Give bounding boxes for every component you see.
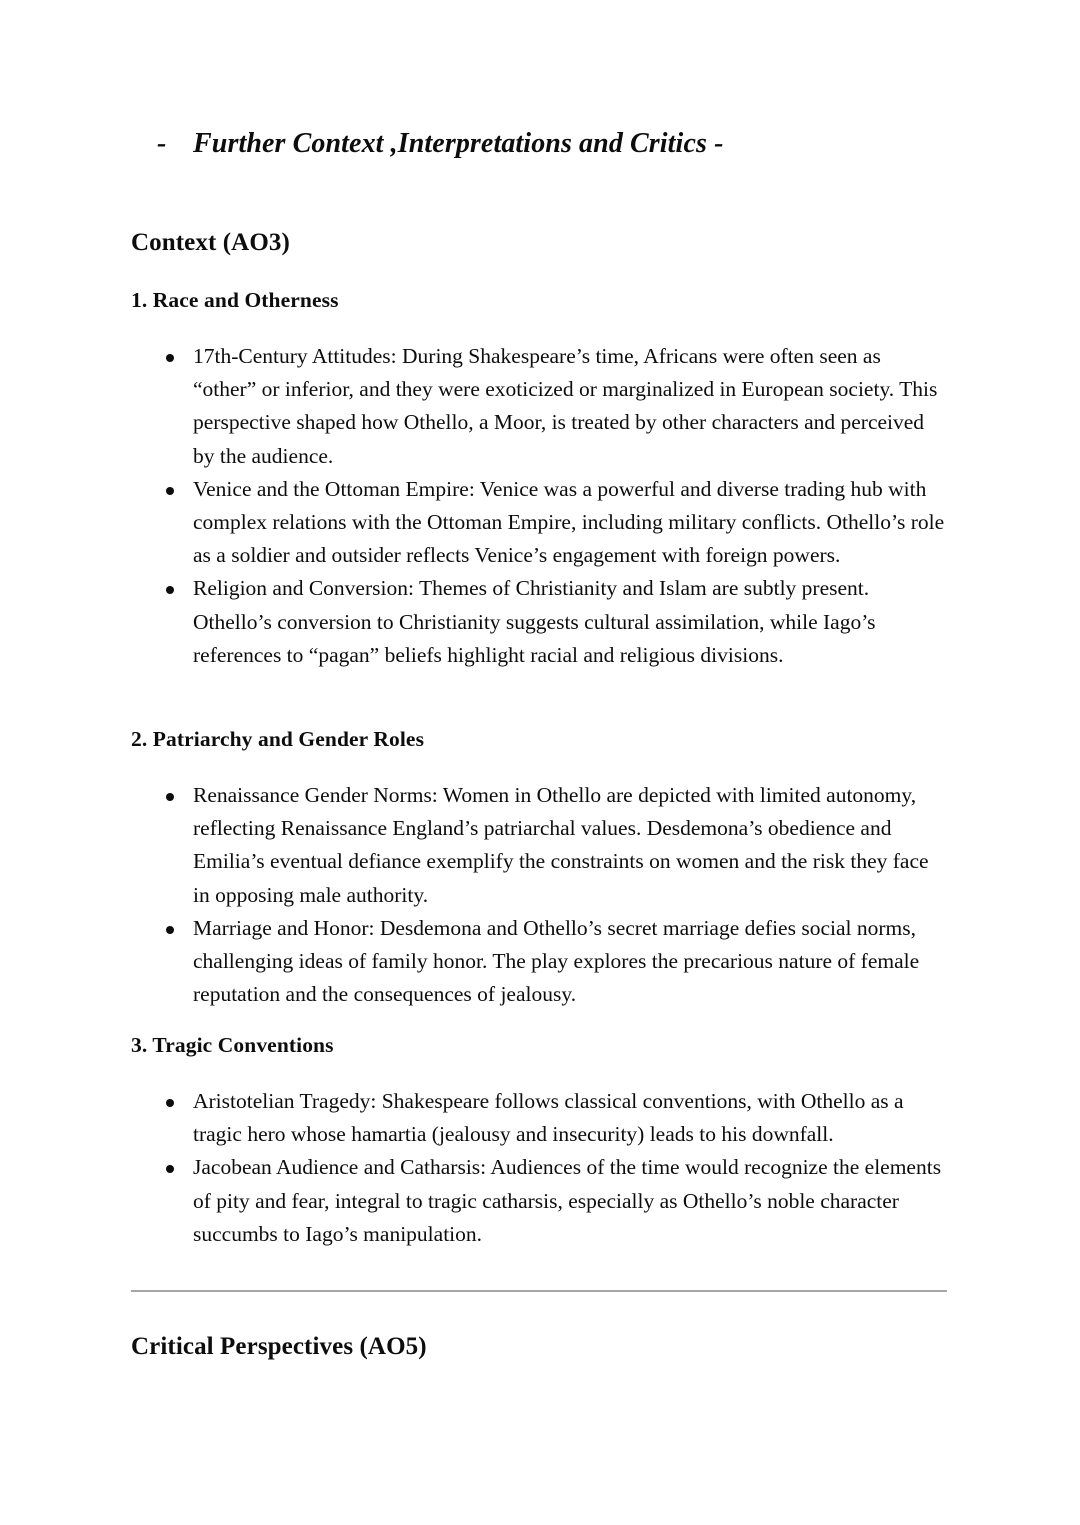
list-item: Venice and the Ottoman Empire: Venice was a powerful and diverse trading hub with complex relations with the Ottoman Empire, including military conflicts. Othello’s role as a soldier and outsider reflects Venice’s engagement with foreign powers. <box>131 473 947 573</box>
list-item: Aristotelian Tragedy: Shakespeare follows classical conventions, with Othello as a tragic hero whose hamartia (jealousy and insecurity) leads to his downfall. <box>131 1085 947 1151</box>
list-item: Religion and Conversion: Themes of Christianity and Islam are subtly present. Othello’s conversion to Christianity suggests cultural assimilation, while Iago’s references to “pagan” beliefs highlight racial and religious divisions. <box>131 572 947 672</box>
section-heading-critical-perspectives: Critical Perspectives (AO5) <box>131 1333 427 1360</box>
list-item: 17th-Century Attitudes: During Shakespeare’s time, Africans were often seen as “other” or inferior, and they were exoticized or marginalized in European society. This perspective shaped how Othello, a Moor, is treated by other characters and perceived by the audience. <box>131 340 947 473</box>
list-item: Marriage and Honor: Desdemona and Othello’s secret marriage defies social norms, challenging ideas of family honor. The play explores the precarious nature of female reputation and the consequences of jealousy. <box>131 912 947 1012</box>
subsection-heading-race-and-otherness: 1. Race and Otherness <box>131 288 339 312</box>
list-item: Renaissance Gender Norms: Women in Othello are depicted with limited autonomy, reflecting Renaissance England’s patriarchal values. Desdemona’s obedience and Emilia’s eventual defiance exemplify the constraints on women and the risk they face in opposing male authority. <box>131 779 947 912</box>
list-item: Jacobean Audience and Catharsis: Audiences of the time would recognize the elements of pity and fear, integral to tragic catharsis, especially as Othello’s noble character succumbs to Iago’s manipulation. <box>131 1151 947 1251</box>
subsection-heading-patriarchy-and-gender-roles: 2. Patriarchy and Gender Roles <box>131 727 425 751</box>
title-leading-dash: - <box>157 128 167 159</box>
bullet-list-patriarchy-and-gender-roles <box>131 779 947 1011</box>
subsection-heading-tragic-conventions: 3. Tragic Conventions <box>131 1033 334 1057</box>
section-divider <box>131 1290 947 1292</box>
bullet-list-tragic-conventions <box>131 1085 947 1251</box>
page-title <box>157 126 947 161</box>
title-text: Further Context ,Interpretations and Critics - <box>193 128 724 159</box>
bullet-list-race-and-otherness <box>131 340 947 672</box>
section-heading-context: Context (AO3) <box>131 229 290 256</box>
